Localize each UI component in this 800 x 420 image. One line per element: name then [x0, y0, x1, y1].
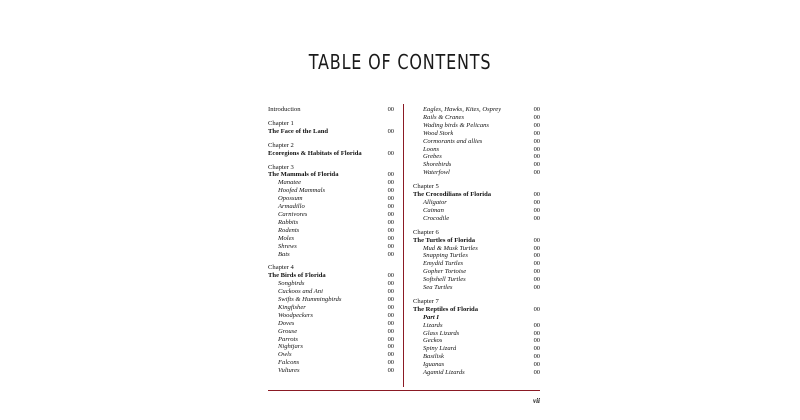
chapter-number [268, 164, 394, 172]
toc-entry [413, 169, 540, 177]
entry-label: Part I [423, 313, 439, 321]
toc-entry [413, 207, 540, 215]
entry-label: Loons [423, 145, 440, 153]
entry-page-number: 00 [533, 260, 540, 268]
entry-page-number: 00 [387, 218, 394, 226]
entry-page-number: 00 [387, 280, 394, 288]
toc-entry [268, 227, 394, 235]
entry-label: Manatee [278, 179, 302, 187]
entry-label: Introduction [268, 106, 301, 113]
entry-page-number: 00 [533, 129, 540, 137]
entry-label: Wood Stork [423, 129, 454, 137]
entry-page-number: 00 [533, 236, 540, 244]
entry-label: The Reptiles of Florida [413, 305, 479, 313]
entry-page-number: 00 [387, 149, 394, 157]
toc-entry [268, 328, 394, 336]
chapter-number [413, 298, 540, 306]
entry-page-number: 00 [387, 327, 394, 335]
entry-page-number: 00 [387, 303, 394, 311]
toc-entry [268, 296, 394, 304]
toc-entry [268, 187, 394, 195]
entry-label: Parrots [278, 335, 298, 343]
entry-label: The Birds of Florida [268, 272, 326, 280]
entry-label: Eagles, Hawks, Kites, Osprey [423, 106, 502, 113]
entry-label: Woodpeckers [278, 311, 313, 319]
entry-page-number: 00 [533, 161, 540, 169]
entry-page-number: 00 [387, 311, 394, 319]
entry-label: Sea Turtles [423, 284, 453, 292]
toc-entry [413, 122, 540, 130]
entry-label: Agamid Lizards [423, 369, 465, 377]
toc-entry [413, 245, 540, 253]
toc-entry [268, 211, 394, 219]
toc-entry [413, 337, 540, 345]
entry-label: Wading birds & Pelicans [423, 121, 489, 129]
entry-label: Waterfowl [423, 169, 450, 177]
toc-entry [413, 161, 540, 169]
entry-page-number: 00 [387, 343, 394, 351]
entry-page-number: 00 [533, 198, 540, 206]
chapter-title [268, 272, 394, 280]
toc-entry [268, 235, 394, 243]
entry-label: Gopher Tortoise [423, 268, 467, 276]
entry-page-number: 00 [533, 106, 540, 113]
entry-page-number: 00 [387, 242, 394, 250]
toc-entry [268, 320, 394, 328]
chapter-title [413, 191, 540, 199]
chapter-number [268, 120, 394, 128]
toc-entry [268, 351, 394, 359]
entry-page-number: 00 [533, 121, 540, 129]
toc-entry [413, 153, 540, 161]
entry-label: Falcons [278, 359, 300, 367]
entry-label: Chapter 3 [268, 163, 294, 171]
toc-entry [268, 359, 394, 367]
toc-entry [413, 215, 540, 223]
toc-entry [413, 252, 540, 260]
entry-page-number: 00 [533, 329, 540, 337]
toc-entry [268, 106, 394, 114]
toc-entry [413, 345, 540, 353]
toc-entry [268, 288, 394, 296]
entry-page-number: 00 [533, 361, 540, 369]
entry-label: The Face of the Land [268, 127, 329, 135]
entry-page-number: 00 [533, 284, 540, 292]
footer-rule [268, 390, 540, 391]
entry-label: Chapter 7 [413, 297, 439, 305]
entry-page-number: 00 [533, 137, 540, 145]
entry-page-number: 00 [387, 179, 394, 187]
entry-label: Iguanas [423, 361, 445, 369]
entry-label: Basilisk [423, 353, 444, 361]
entry-label: Mud & Musk Turtles [423, 244, 478, 252]
entry-label: The Mammals of Florida [268, 171, 339, 179]
entry-label: Alligator [423, 198, 447, 206]
entry-label: Nightjars [278, 343, 303, 351]
entry-label: Emydid Turtles [423, 260, 464, 268]
entry-page-number: 00 [533, 337, 540, 345]
entry-label: Chapter 2 [268, 141, 294, 149]
toc-entry [413, 130, 540, 138]
entry-label: Glass Lizards [423, 329, 460, 337]
entry-label: Carnivores [278, 210, 308, 218]
toc-entry [268, 203, 394, 211]
toc-entry [268, 367, 394, 375]
entry-page-number: 00 [533, 113, 540, 121]
entry-label: Ecoregions & Habitats of Florida [268, 149, 362, 157]
entry-page-number: 00 [387, 187, 394, 195]
entry-page-number: 00 [387, 203, 394, 211]
chapter-number [268, 264, 394, 272]
entry-page-number: 00 [533, 369, 540, 377]
entry-page-number: 00 [387, 319, 394, 327]
toc-entry [413, 330, 540, 338]
chapter-title [413, 306, 540, 314]
toc-right-column [413, 106, 540, 377]
entry-page-number: 00 [387, 296, 394, 304]
entry-label: Grebes [423, 153, 442, 161]
chapter-number [268, 142, 394, 150]
entry-page-number: 00 [533, 268, 540, 276]
toc-entry [413, 106, 540, 114]
entry-page-number: 00 [387, 351, 394, 359]
toc-entry [413, 322, 540, 330]
entry-page-number: 00 [533, 321, 540, 329]
entry-page-number: 00 [533, 353, 540, 361]
entry-label: Geckos [423, 337, 443, 345]
entry-label: Moles [278, 234, 295, 242]
entry-page-number: 00 [533, 214, 540, 222]
entry-page-number: 00 [533, 252, 540, 260]
toc-entry [268, 179, 394, 187]
entry-page-number: 00 [387, 210, 394, 218]
toc-entry [268, 243, 394, 251]
toc-entry [268, 219, 394, 227]
entry-label: Doves [278, 319, 295, 327]
toc-entry [413, 199, 540, 207]
toc-entry [413, 138, 540, 146]
entry-page-number: 00 [387, 359, 394, 367]
entry-page-number: 00 [387, 127, 394, 135]
toc-entry [268, 312, 394, 320]
entry-label: Owls [278, 351, 292, 359]
toc-entry [413, 276, 540, 284]
entry-label: Chapter 1 [268, 119, 294, 127]
entry-label: Softshell Turtles [423, 276, 466, 284]
entry-label: Rodents [278, 226, 300, 234]
toc-entry [268, 280, 394, 288]
entry-label: Chapter 6 [413, 228, 439, 236]
entry-page-number: 00 [533, 169, 540, 177]
toc-entry [268, 343, 394, 351]
chapter-title [268, 150, 394, 158]
entry-page-number: 00 [533, 345, 540, 353]
toc-entry [413, 353, 540, 361]
part-heading [413, 314, 540, 322]
entry-page-number: 00 [533, 145, 540, 153]
toc-entry [413, 369, 540, 377]
entry-page-number: 00 [387, 367, 394, 375]
chapter-number [413, 183, 540, 191]
entry-page-number: 00 [533, 206, 540, 214]
toc-entry [413, 268, 540, 276]
entry-label: Snapping Turtles [423, 252, 468, 260]
entry-label: Cormorants and allies [423, 137, 483, 145]
entry-page-number: 00 [387, 335, 394, 343]
entry-label: The Crocodilians of Florida [413, 191, 492, 199]
entry-label: Rails & Cranes [423, 113, 465, 121]
entry-label: The Turtles of Florida [413, 236, 476, 244]
entry-label: Rabbits [278, 218, 299, 226]
entry-label: Chapter 4 [268, 264, 294, 272]
entry-label: Spiny Lizard [423, 345, 457, 353]
entry-label: Shorebirds [423, 161, 452, 169]
entry-page-number: 00 [533, 153, 540, 161]
entry-label: Lizards [423, 321, 443, 329]
entry-label: Vultures [278, 367, 300, 375]
toc-entry [268, 336, 394, 344]
chapter-title [268, 171, 394, 179]
entry-page-number: 00 [533, 244, 540, 252]
entry-page-number: 00 [533, 191, 540, 199]
entry-label: Armadillo [278, 203, 305, 211]
toc-entry [268, 251, 394, 259]
toc-entry [413, 260, 540, 268]
entry-label: Songbirds [278, 280, 305, 288]
entry-page-number: 00 [533, 276, 540, 284]
chapter-title [413, 237, 540, 245]
entry-label: Swifts & Hummingbirds [278, 296, 342, 304]
chapter-title [268, 128, 394, 136]
entry-label: Crocodile [423, 214, 450, 222]
entry-label: Kingfisher [278, 303, 306, 311]
entry-page-number: 00 [387, 250, 394, 258]
page-title: TABLE OF CONTENTS [308, 50, 492, 74]
entry-label: Chapter 5 [413, 183, 439, 191]
entry-page-number: 00 [387, 234, 394, 242]
toc-entry [413, 146, 540, 154]
column-divider [403, 104, 404, 387]
toc-entry [413, 114, 540, 122]
toc-left-column [268, 106, 394, 375]
entry-label: Hoofed Mammals [278, 187, 326, 195]
entry-label: Cuckoos and Ani [278, 288, 323, 296]
entry-page-number: 00 [387, 288, 394, 296]
chapter-number [413, 229, 540, 237]
entry-page-number: 00 [387, 226, 394, 234]
entry-page-number: 00 [387, 195, 394, 203]
entry-label: Grouse [278, 327, 298, 335]
toc-entry [268, 304, 394, 312]
toc-entry [413, 284, 540, 292]
entry-label: Caiman [423, 206, 444, 214]
entry-page-number: 00 [533, 305, 540, 313]
toc-entry [268, 195, 394, 203]
entry-label: Opossum [278, 195, 303, 203]
entry-page-number: 00 [387, 272, 394, 280]
entry-page-number: 00 [387, 106, 394, 113]
page-number: vii [533, 397, 540, 405]
entry-label: Shrews [278, 242, 297, 250]
entry-label: Bats [278, 250, 290, 258]
toc-entry [413, 361, 540, 369]
entry-page-number: 00 [387, 171, 394, 179]
